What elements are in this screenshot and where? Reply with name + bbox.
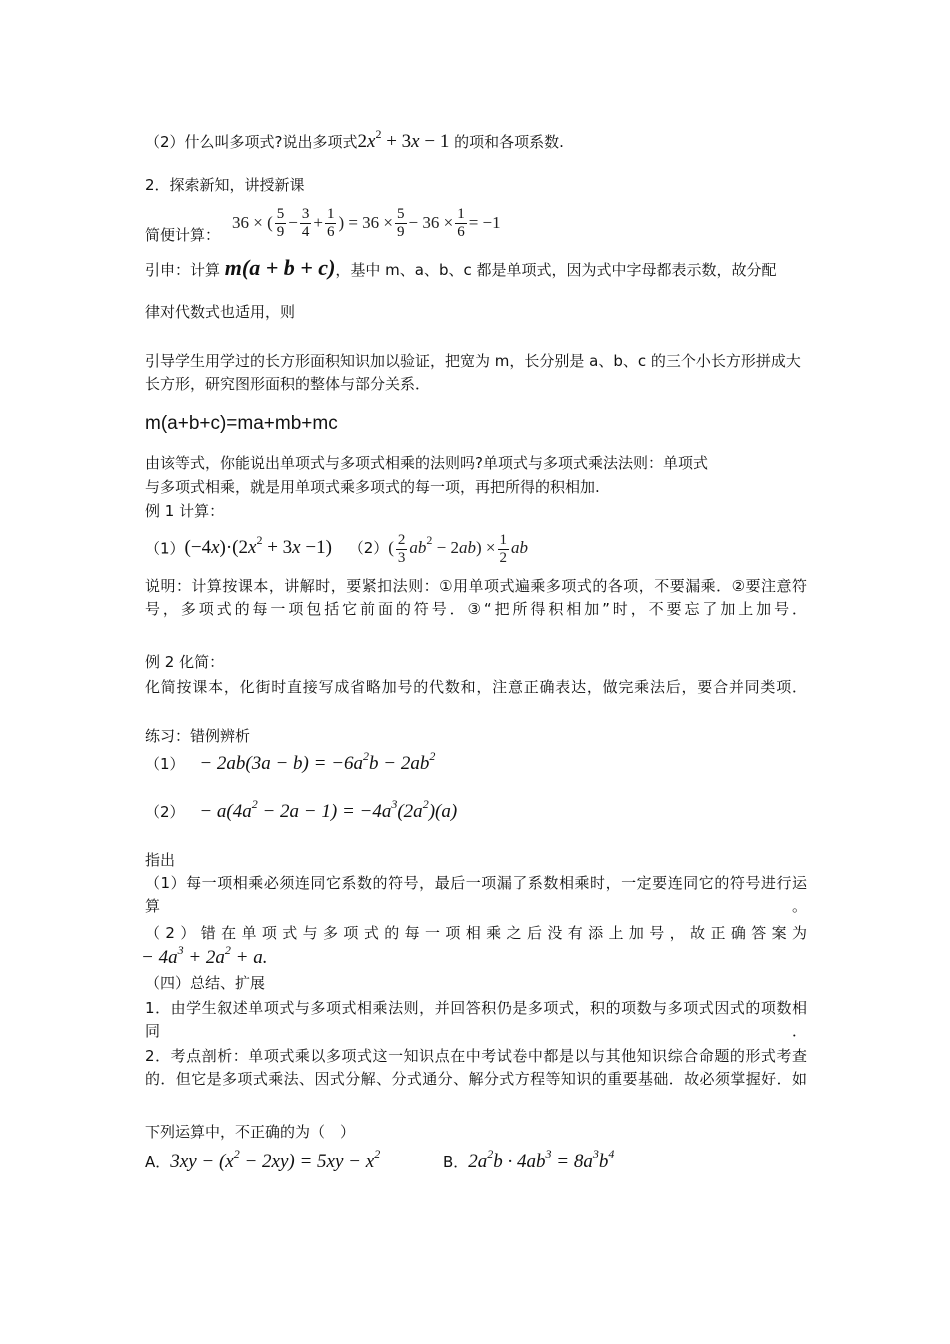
intro-prefix: 引申：计算 [145, 261, 221, 279]
example-1-part-1-label: （1） [145, 539, 185, 558]
example-1-heading: 例 1 计算： [145, 502, 225, 520]
simplify-paragraph: 化简按课本，化街时直接写成省略加号的代数和，注意正确表达，做完乘法后，要合并同类项． [145, 678, 807, 696]
practice-1-label: （1） [145, 755, 185, 773]
correct-answer-formula: − $4a^3 + 2a^2 + a$. [141, 943, 268, 968]
polynomial-formula: $2x^2 + 3x - 1$ [357, 127, 450, 152]
simple-calc-label: 简便计算： [145, 226, 221, 244]
section-2-heading: 2．探索新知，讲授新课 [145, 176, 305, 194]
simple-calc-formula: 36 × ( $\frac{5}{9}$ − $\frac{3}{4}$ + $\frac{1}{6}$ ) = 36 × $\frac{5}{9}$ − 36 × $\frac{1}{6}$ = −1 [232, 206, 501, 240]
summary-2: 2．考点剖析：单项式乘以多项式这一知识点在中考试卷中都是以与其他知识综合命题的形式考查的．但它是多项式乘法、因式分解、分式通分、解分式方程等知识的重要基础．故必须掌握好．如 [145, 1047, 807, 1088]
mc-question: 下列运算中，不正确的为（ ） [145, 1123, 356, 1141]
option-b-formula: $2a^2b \cdot 4ab^3 = 8a^3b^4$ [468, 1147, 615, 1172]
intro-line-2: 律对代数式也适用，则 [145, 303, 296, 321]
option-a-formula: $3xy - (x^2 - 2xy) = 5xy - x^2$ [170, 1147, 381, 1172]
rule-line-2: 与多项式相乘，就是用单项式乘多项式的每一项，再把所得的积相加. [145, 478, 600, 496]
intro-suffix: ，基中 m、a、b、c 都是单项式，因为式中字母都表示数，故分配 [335, 261, 777, 279]
example-1-part-2-label: （2） [348, 539, 389, 558]
option-a-label: A． [145, 1153, 171, 1171]
practice-2-formula: − $a(4a^2 - 2a - 1) = -4a^3(2a^2)(a)$ [199, 797, 458, 822]
example-2-heading: 例 2 化简： [145, 653, 225, 671]
explanation-paragraph: 说明：计算按课本，讲解时，要紧扣法则：①用单项式遍乘多项式的各项，不要漏乘．②要注意符号，多项式的每一项包括它前面的符号．③“把所得积相加”时，不要忘了加上加号． [145, 577, 807, 618]
summary-1: 1．由学生叙述单项式与多项式相乘法则，并回答积仍是多项式，积的项数与多项式因式的项数相同． [145, 999, 807, 1040]
practice-2-label: （2） [145, 803, 185, 821]
practice-1-formula: − $2ab(3a - b) = -6a^2b - 2ab^2$ [199, 749, 436, 774]
option-b-label: B． [442, 1153, 469, 1171]
guide-paragraph: 引导学生用学过的长方形面积知识加以验证，把宽为 m，长分别是 a、b、c 的三个小长方形拼成大长方形，研究图形面积的整体与部分关系． [145, 352, 801, 393]
intro-line [145, 256, 807, 282]
question-2 [145, 127, 807, 154]
section-4-heading: （四）总结、扩展 [145, 974, 266, 992]
intro-formula: m(a + b + c) [224, 255, 336, 280]
question-2-suffix: 的项和各项系数. [454, 133, 564, 151]
example-1-problems [145, 532, 807, 567]
distributive-identity: m(a+b+c)=ma+mb+mc [145, 413, 338, 434]
rule-line-1: 由该等式，你能说出单项式与多项式相乘的法则吗?单项式与多项式乘法法则：单项式 [145, 454, 708, 472]
point-out-heading: 指出 [145, 851, 176, 869]
example-1-formula-2: ( $\frac{2}{3}$ $ab^2 - 2ab$) × $\frac{1}{2}$ ab [388, 532, 528, 566]
practice-heading: 练习：错例辨析 [145, 727, 251, 745]
practice-2 [145, 797, 807, 824]
point-out-2: （2）错在单项式与多项式的每一项相乘之后没有添上加号，故正确答案为 [145, 924, 807, 942]
point-out-1: （1）每一项相乘必须连同它系数的符号，最后一项漏了系数相乘时，一定要连同它的符号进行运算。 [145, 874, 807, 915]
question-2-text: （2）什么叫多项式?说出多项式 [145, 133, 358, 151]
example-1-formula-1: $(-4x)\cdot(2x^2 + 3x -1)$ [184, 533, 332, 559]
mc-options [145, 1147, 807, 1174]
practice-1 [145, 749, 807, 776]
